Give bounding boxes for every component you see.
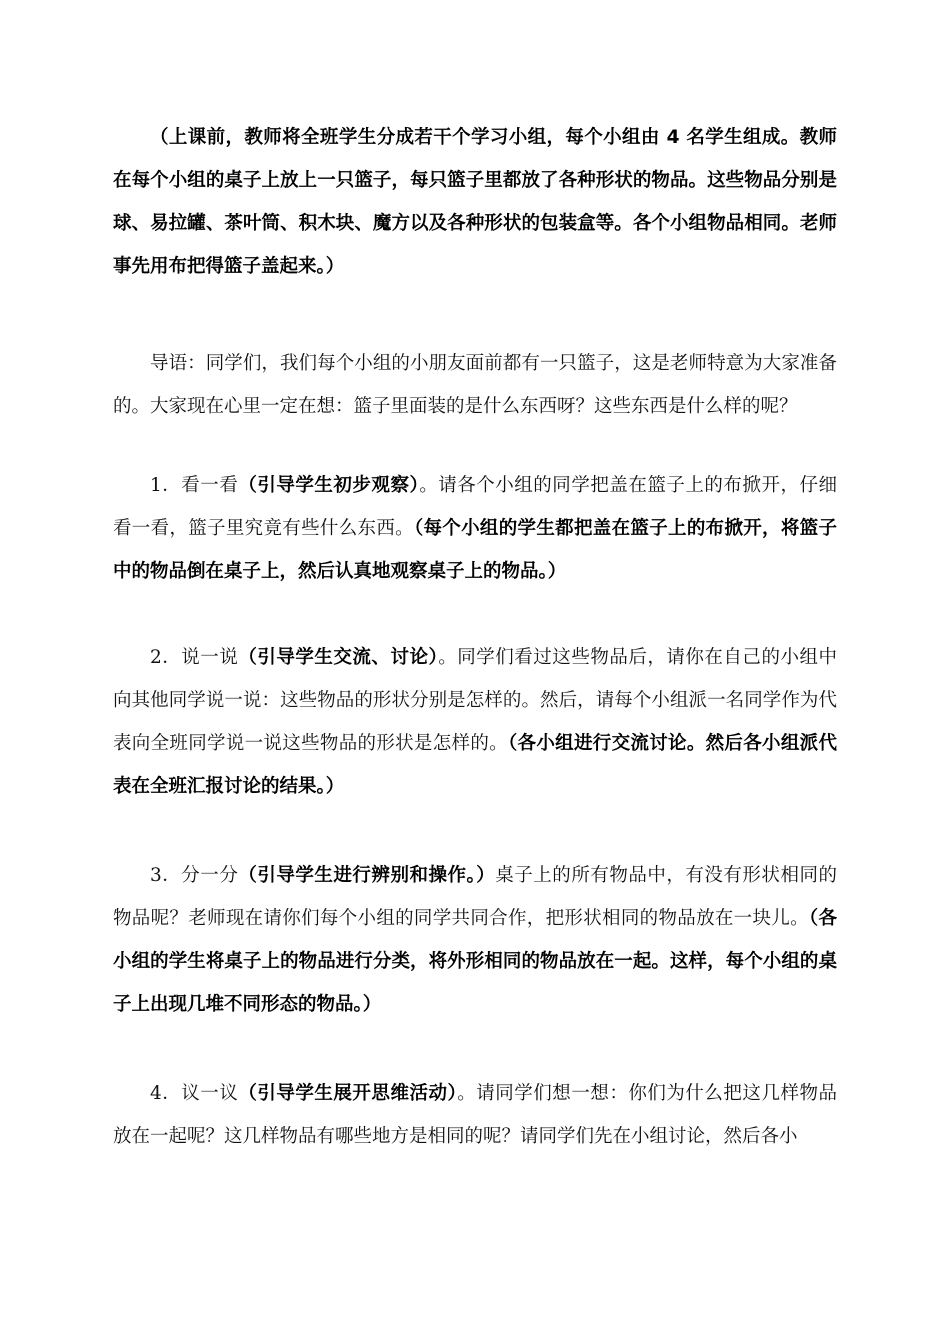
body-text: 。请同学们想一想：你们为什么把这几样物品放在一起呢？这几样物品有哪些地方是相同的呢？请同学们先在小组讨论，然后各小 xyxy=(113,1083,837,1147)
paragraph-step-3 xyxy=(113,854,837,1026)
bold-note: （引导学生进行辨别和操作。） xyxy=(238,865,496,886)
bold-note: （上课前，教师将全班学生分成若干个学习小组，每个小组由 4 名学生组成。教师在每个小组的桌子上放上一只篮子，每只篮子里都放了各种形状的物品。这些物品分别是球、易拉罐、茶叶筒、积木块、魔方以及各种形状的包装盒等。各个小组物品相同。老师事先用布把得篮子盖起来。） xyxy=(113,127,837,277)
bold-note: （引导学生初步观察） xyxy=(238,475,420,496)
paragraph-step-2 xyxy=(113,636,837,808)
step-label: 2．说一说 xyxy=(150,647,239,668)
step-label: 4．议一议 xyxy=(150,1083,239,1104)
body-text: 。请各个小组的同学把盖在篮子上的布掀开，仔细看一看，篮子里究竟有些什么东西。 xyxy=(113,475,837,539)
step-label: 1．看一看 xyxy=(150,475,239,496)
bold-note: （每个小组的学生都把盖在篮子上的布掀开，将篮子中的物品倒在桌子上，然后认真地观察桌子上的物品。） xyxy=(113,518,837,582)
paragraph-step-4 xyxy=(113,1072,837,1158)
body-text: 桌子上的所有物品中，有没有形状相同的物品呢？老师现在请你们每个小组的同学共同合作，把形状相同的物品放在一块儿。 xyxy=(113,865,837,929)
bold-note: （引导学生展开思维活动） xyxy=(238,1083,458,1104)
bold-note: （各小组的学生将桌子上的物品进行分类，将外形相同的物品放在一起。这样，每个小组的桌子上出现几堆不同形态的物品。） xyxy=(113,908,837,1015)
paragraph-step-1 xyxy=(113,464,837,593)
paragraph-intro xyxy=(113,342,837,428)
bold-note: （引导学生交流、讨论） xyxy=(238,647,439,668)
bold-note: （各小组进行交流讨论。然后各小组派代表在全班汇报讨论的结果。） xyxy=(113,733,837,797)
body-text: 。同学们看过这些物品后，请你在自己的小组中向其他同学说一说：这些物品的形状分别是怎样的。然后，请每个小组派一名同学作为代表向全班同学说一说这些物品的形状是怎样的。 xyxy=(113,647,837,754)
body-text: 导语：同学们，我们每个小组的小朋友面前都有一只篮子，这是老师特意为大家准备的。大家现在心里一定在想：篮子里面装的是什么东西呀？这些东西是什么样的呢？ xyxy=(113,353,837,417)
step-label: 3．分一分 xyxy=(150,865,239,886)
paragraph-preparation xyxy=(113,116,837,288)
